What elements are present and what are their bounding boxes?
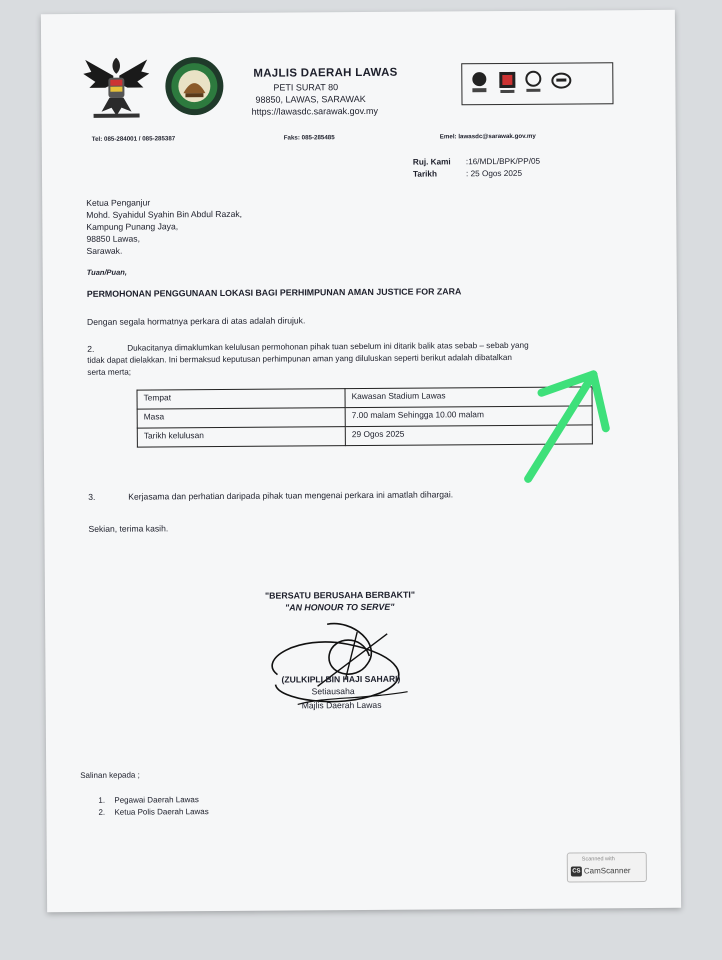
website-link[interactable]: https://lawasdc.sarawak.gov.my xyxy=(251,105,378,117)
copy-item-text: Ketua Polis Daerah Lawas xyxy=(114,807,209,817)
para3-text: Kerjasama dan perhatian daripada pihak tuan mengenai perkara ini amatlah dihargai. xyxy=(128,489,454,502)
camscanner-label: CamScanner xyxy=(583,866,631,876)
camscanner-icon: CS xyxy=(571,866,582,876)
fax-text: Faks: 085-285485 xyxy=(283,134,335,142)
para2-line-1: Dukacitanya dimaklumkan kelulusan permohonan pihak tuan sebelum ini ditarik balik atas sebab – sebab yang xyxy=(127,340,529,353)
sarawak-crest-icon xyxy=(83,51,149,119)
recipient-line-3: Kampung Punang Jaya, xyxy=(86,221,179,232)
copies-label: Salinan kepada ; xyxy=(80,770,140,780)
scanned-with-label: Scanned with xyxy=(581,856,615,863)
motto-english: "AN HONOUR TO SERVE" xyxy=(284,601,395,613)
table-cell-value: 7.00 malam Sehingga 10.00 malam xyxy=(345,406,592,427)
table-cell-label: Masa xyxy=(137,408,345,428)
para2-number: 2. xyxy=(87,343,95,354)
signatory-title: Setiausaha xyxy=(311,686,355,697)
opening-paragraph: Dengan segala hormatnya perkara di atas adalah dirujuk. xyxy=(86,315,306,327)
email-text: Emel: lawasdc@sarawak.gov.my xyxy=(439,132,536,141)
address-line-2: 98850, LAWAS, SARAWAK xyxy=(255,93,366,105)
camscanner-badge xyxy=(567,852,647,883)
para2-line-3: serta merta; xyxy=(87,367,132,377)
para3-number: 3. xyxy=(88,491,96,502)
copy-item-number: 2. xyxy=(98,807,106,817)
salutation: Tuan/Puan, xyxy=(86,267,128,277)
motto-malay: "BERSATU BERUSAHA BERBAKTI" xyxy=(264,589,416,601)
telephone-text: Tel: 085-284001 / 085-285387 xyxy=(91,135,176,143)
tarikh-value: : 25 Ogos 2025 xyxy=(465,168,523,179)
para2-line-2: tidak dapat dielakkan. Ini bermaksud keputusan perhimpunan aman yang diluluskan seperti berikut adalah dibatalkan xyxy=(87,352,512,365)
table-cell-value: Kawasan Stadium Lawas xyxy=(345,387,592,408)
subject-line: PERMOHONAN PENGGUNAAN LOKASI BAGI PERHIMPUNAN AMAN JUSTICE FOR ZARA xyxy=(86,286,462,299)
org-name: MAJLIS DAERAH LAWAS xyxy=(253,66,398,80)
green-arrow-annotation-icon xyxy=(513,360,614,491)
table-cell-value: 29 Ogos 2025 xyxy=(345,425,592,446)
copy-item-text: Pegawai Daerah Lawas xyxy=(114,795,199,805)
ruj-value: :16/MDL/BPK/PP/05 xyxy=(465,156,541,167)
table-cell-label: Tempat xyxy=(137,389,345,409)
table-cell-label: Tarikh kelulusan xyxy=(137,427,345,447)
letter-page xyxy=(41,10,681,912)
recipient-line-1: Ketua Penganjur xyxy=(86,197,151,208)
signatory-org: Majlis Daerah Lawas xyxy=(301,699,382,711)
certification-logos-icon xyxy=(461,62,613,105)
copy-item-number: 1. xyxy=(98,795,106,805)
ruj-label: Ruj. Kami xyxy=(412,157,451,167)
closing-text: Sekian, terima kasih. xyxy=(88,523,169,534)
signature-icon xyxy=(257,601,428,715)
recipient-line-5: Sarawak. xyxy=(86,245,123,256)
signatory-name: (ZULKIPLI BIN HAJI SAHARI) xyxy=(281,673,401,685)
lawas-council-logo-icon xyxy=(163,55,225,117)
tarikh-label: Tarikh xyxy=(412,169,437,179)
recipient-line-2: Mohd. Syahidul Syahin Bin Abdul Razak, xyxy=(86,208,243,220)
address-line-1: PETI SURAT 80 xyxy=(273,82,339,93)
recipient-line-4: 98850 Lawas, xyxy=(86,233,140,244)
